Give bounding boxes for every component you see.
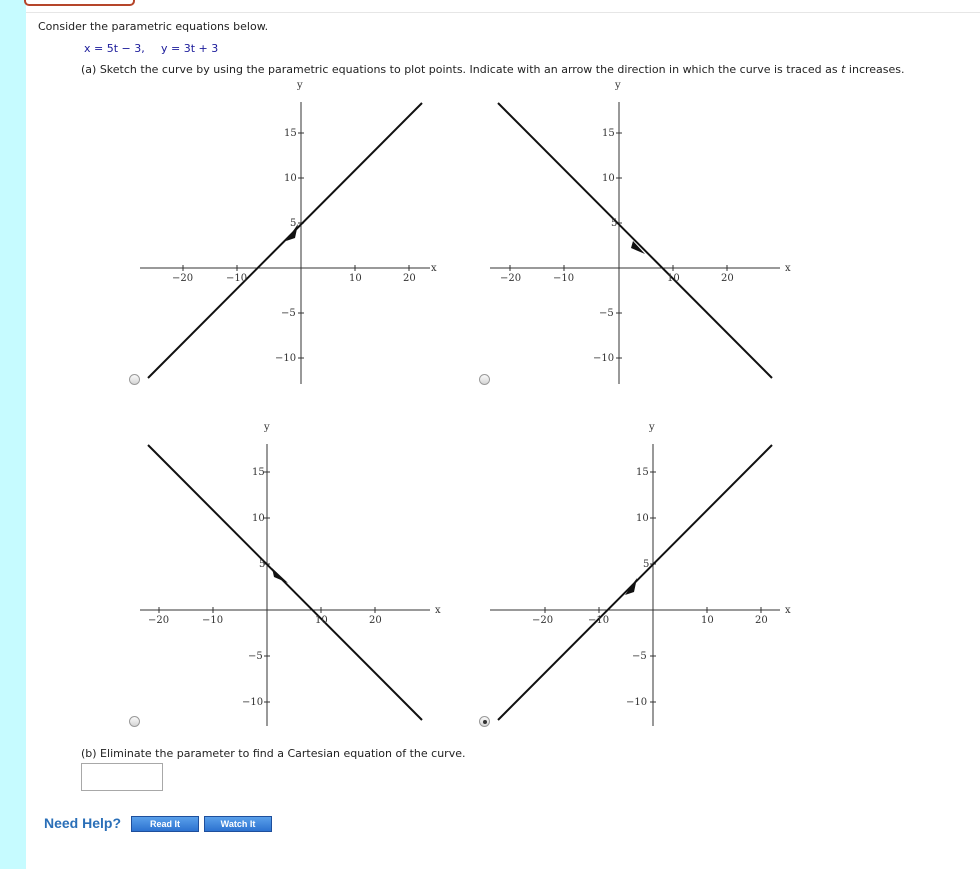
graph-option-b <box>490 78 790 388</box>
y-axis-label: y <box>649 422 655 433</box>
direction-arrow <box>625 578 637 595</box>
y-tick-label: 15 <box>284 128 297 139</box>
y-tick-label: 10 <box>636 513 649 524</box>
equation-x: x = 5t − 3, <box>84 42 145 55</box>
part-a-text: (a) Sketch the curve by using the parametric equations to plot points. Indicate with an arrow the direction in which the curve is traced as <box>81 63 842 76</box>
question-intro: Consider the parametric equations below. <box>38 20 269 33</box>
y-tick-label: 5 <box>643 559 650 570</box>
part-a-variable: t <box>841 63 846 76</box>
y-axis-label: y <box>297 80 303 91</box>
top-divider <box>26 12 980 13</box>
x-tick-label: 10 <box>667 273 680 284</box>
x-tick-label: −20 <box>172 273 194 284</box>
x-tick-label: −20 <box>532 615 554 626</box>
radio-option-b[interactable] <box>479 374 490 385</box>
radio-option-a[interactable] <box>129 374 140 385</box>
y-tick-label: 10 <box>252 513 265 524</box>
x-tick-label: −10 <box>553 273 575 284</box>
y-tick-label: −10 <box>626 697 648 708</box>
y-tick-label: 15 <box>602 128 615 139</box>
curve-line <box>148 445 422 720</box>
part-b-prompt: (b) Eliminate the parameter to find a Cartesian equation of the curve. <box>81 747 466 760</box>
x-tick-label: 20 <box>369 615 382 626</box>
radio-option-d[interactable] <box>479 716 490 727</box>
y-axis-label: y <box>264 422 270 433</box>
y-tick-label: 5 <box>611 218 618 229</box>
graph-option-c <box>140 420 440 730</box>
x-tick-label: −10 <box>226 273 248 284</box>
y-tick-label: 10 <box>284 173 297 184</box>
y-tick-label: −10 <box>593 353 615 364</box>
x-tick-label: 10 <box>315 615 328 626</box>
y-tick-label: 5 <box>290 218 297 229</box>
y-tick-label: 15 <box>252 467 265 478</box>
y-tick-label: −5 <box>632 651 647 662</box>
x-tick-label: −20 <box>500 273 522 284</box>
need-help-label: Need Help? <box>44 815 122 831</box>
y-tick-label: −10 <box>242 697 264 708</box>
tab-stub <box>24 0 135 6</box>
direction-arrow <box>272 568 288 583</box>
curve-line <box>148 103 422 378</box>
y-axis-label: y <box>615 80 621 91</box>
y-tick-label: 5 <box>259 559 266 570</box>
equation-y: y = 3t + 3 <box>161 42 219 55</box>
graph-option-d <box>490 420 790 730</box>
cartesian-equation-input[interactable] <box>81 763 163 791</box>
y-tick-label: 15 <box>636 467 649 478</box>
x-axis-label: x <box>435 605 441 616</box>
y-tick-label: −5 <box>599 308 614 319</box>
x-tick-label: 10 <box>701 615 714 626</box>
watch-it-button[interactable]: Watch It <box>204 816 272 832</box>
radio-option-c[interactable] <box>129 716 140 727</box>
x-axis-label: x <box>785 263 791 274</box>
read-it-button[interactable]: Read It <box>131 816 199 832</box>
y-tick-label: 10 <box>602 173 615 184</box>
x-axis-label: x <box>785 605 791 616</box>
y-tick-label: −5 <box>248 651 263 662</box>
part-a-text-end: increases. <box>845 63 905 76</box>
curve-line <box>498 103 772 378</box>
x-tick-label: 10 <box>349 273 362 284</box>
x-tick-label: −10 <box>202 615 224 626</box>
part-a-prompt <box>81 63 905 76</box>
x-tick-label: −20 <box>148 615 170 626</box>
x-tick-label: 20 <box>755 615 768 626</box>
y-tick-label: −5 <box>281 308 296 319</box>
y-tick-label: −10 <box>275 353 297 364</box>
graph-option-a <box>140 78 440 388</box>
left-margin-band <box>0 0 26 869</box>
x-tick-label: 20 <box>403 273 416 284</box>
x-tick-label: −10 <box>588 615 610 626</box>
x-axis-label: x <box>431 263 437 274</box>
x-tick-label: 20 <box>721 273 734 284</box>
